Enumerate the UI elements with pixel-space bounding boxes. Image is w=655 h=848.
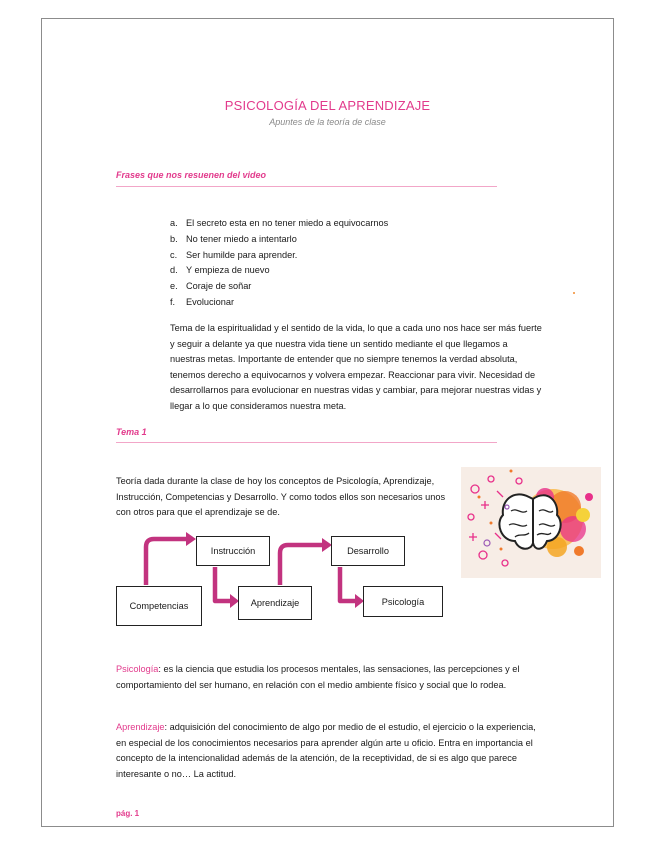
document-title: PSICOLOGÍA DEL APRENDIZAJE [224, 98, 431, 113]
diagram-box-desarrollo: Desarrollo [331, 536, 405, 566]
document-page [41, 18, 614, 827]
arrowhead [186, 532, 196, 546]
definition-aprendizaje [116, 720, 546, 782]
list-item-text: Coraje de soñar [186, 281, 252, 292]
list-item-text: Y empieza de nuevo [186, 265, 270, 276]
list-marker: d. [170, 265, 178, 276]
diagram-box-instruccion: Instrucción [196, 536, 270, 566]
arrow-competencias-instruccion [146, 539, 186, 585]
list-item-text: No tener miedo a intentarlo [186, 233, 297, 244]
list-marker: c. [170, 249, 178, 260]
diagram-box-aprendizaje: Aprendizaje [238, 586, 312, 620]
definition-term: Psicología [116, 664, 159, 674]
arrow-aprendizaje-desarrollo [280, 545, 322, 585]
list-marker: a. [170, 218, 178, 228]
arrow-desarrollo-psicologia [340, 567, 355, 601]
arrow-instruccion-aprendizaje [215, 567, 230, 601]
section-heading-tema: Tema 1 [116, 427, 147, 437]
diagram-arrows [42, 19, 615, 828]
list-marker: f. [170, 296, 176, 307]
definition-term: Aprendizaje [116, 722, 165, 732]
diagram-box-psicologia: Psicología [363, 586, 443, 617]
section-heading-frases: Frases que nos resuenen del video [116, 170, 267, 180]
diagram-box-competencias: Competencias [116, 586, 202, 626]
tema-intro-paragraph: Teoría dada durante la clase de hoy los conceptos de Psicología, Aprendizaje, Instrucción, Competencias y Desarrollo. Y como todos ellos son necesarios unos con otros para que el aprendizaje se de. [116, 476, 446, 518]
definition-psicologia [116, 662, 546, 693]
list-item-text: Evolucionar [186, 296, 235, 307]
spirituality-paragraph: Tema de la espiritualidad y el sentido de la vida, lo que a cada uno nos hace ser más fuerte y seguir a delante ya que nuestra vida tiene un sentido mediante el que llegamos a nuestras metas. Importante de entender que no siempre tenemos la verdad absoluta, tenemos derecho a equivocarnos y volvera empezar. Reaccionar para vivir. Necesidad de desarrollarnos para evolucionar en nuestras vidas y cambiar, para mejorar nuestras vidas y llegar a lo que consideramos nuestra meta. [170, 323, 542, 411]
list-item-text: El secreto esta en no tener miedo a equivocarnos [186, 218, 389, 228]
list-marker: e. [170, 281, 178, 292]
page-number: pág. 1 [116, 809, 140, 818]
definition-text: : adquisición del conocimiento de algo por medio de el estudio, el ejercicio o la experiencia, en especial de los conocimientos necesarios para aprender algún arte u oficio. Entra en importancia el concepto de la intencionalidad además de la atención, de la receptividad, de si es algo que parece interesante o no… La actitud. [116, 722, 536, 779]
list-item-text: Ser humilde para aprender. [186, 249, 298, 260]
document-subtitle: Apuntes de la teoría de clase [269, 117, 386, 127]
list-marker: b. [170, 233, 178, 244]
definition-text: : es la ciencia que estudia los procesos mentales, las sensaciones, las percepciones y el comportamiento del ser humano, en relación con el medio ambiente físico y social que lo rodea. [116, 664, 520, 690]
